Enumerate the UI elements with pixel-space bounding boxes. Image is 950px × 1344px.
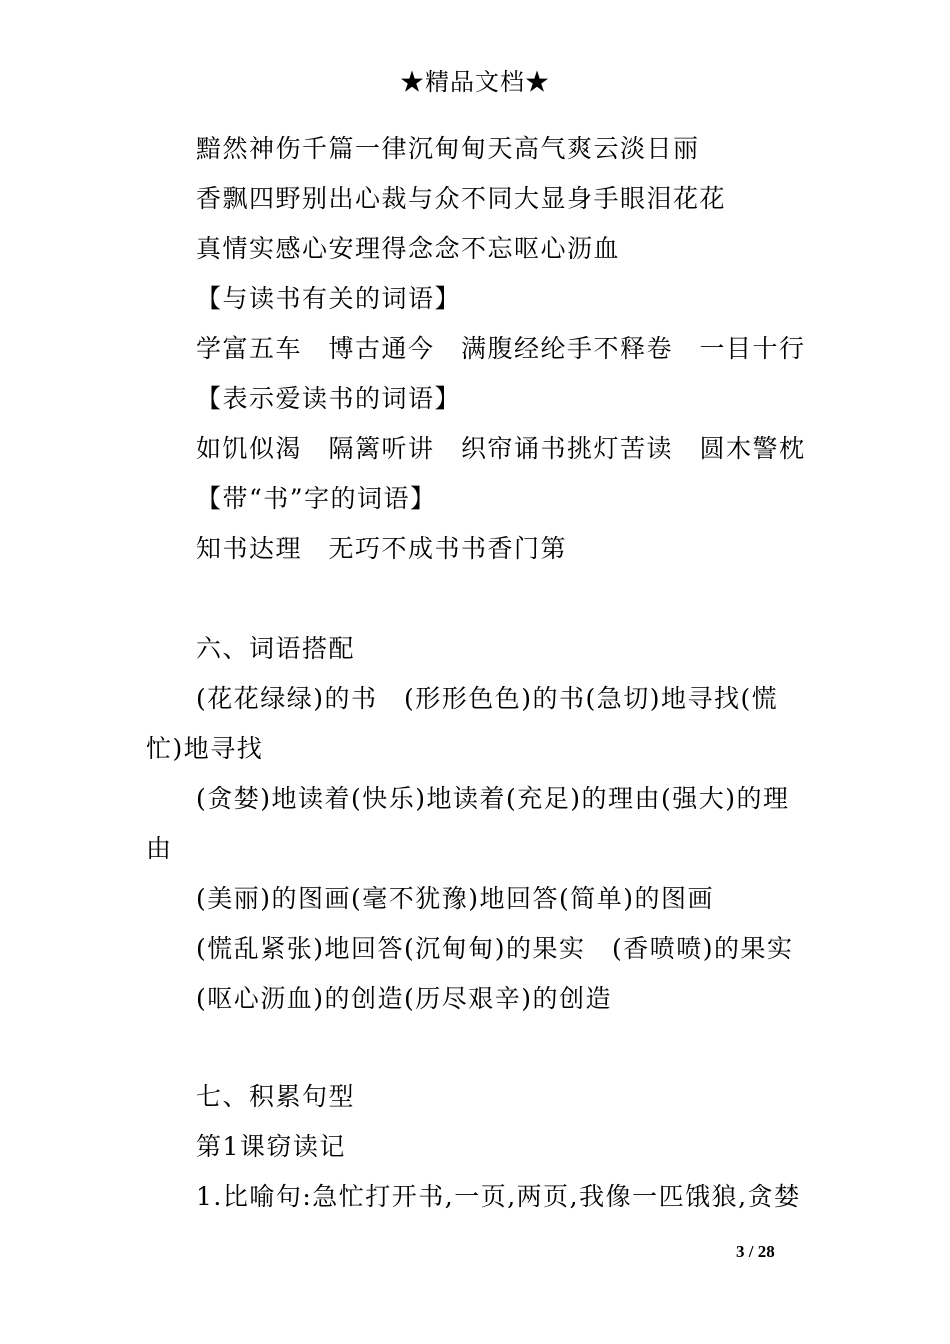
page-number (736, 1240, 775, 1264)
section-heading: 【与读书有关的词语】 (196, 284, 462, 313)
text-line: (花花绿绿)的书 (形形色色)的书(急切)地寻找(慌 (196, 684, 779, 713)
text-line: 真情实感心安理得念念不忘呕心沥血 (196, 234, 621, 263)
page-separator: / (744, 1242, 758, 1261)
text-line: 知书达理 无巧不成书书香门第 (196, 534, 568, 563)
text-line: 忙)地寻找 (146, 734, 264, 763)
text-line: (慌乱紧张)地回答(沉甸甸)的果实 (香喷喷)的果实 (196, 934, 794, 963)
text-line: (美丽)的图画(毫不犹豫)地回答(简单)的图画 (196, 884, 715, 913)
section-title: 七、积累句型 (196, 1082, 356, 1111)
text-line: (贪婪)地读着(快乐)地读着(充足)的理由(强大)的理 (196, 784, 790, 813)
current-page: 3 (736, 1242, 745, 1261)
text-line: 如饥似渴 隔篱听讲 织帘诵书挑灯苦读 圆木警枕 (196, 434, 806, 463)
subsection-title: 第1课窃读记 (196, 1132, 346, 1161)
text-line: (呕心沥血)的创造(历尽艰辛)的创造 (196, 984, 613, 1013)
section-heading: 【表示爱读书的词语】 (196, 384, 462, 413)
text-line: 1.比喻句:急忙打开书,一页,两页,我像一匹饿狼,贪婪 (196, 1182, 801, 1211)
section-title: 六、词语搭配 (196, 634, 356, 663)
section-heading: 【带“书”字的词语】 (196, 484, 437, 513)
total-pages: 28 (757, 1242, 775, 1261)
text-line: 香飘四野别出心裁与众不同大显身手眼泪花花 (196, 184, 727, 213)
text-line: 由 (146, 834, 173, 863)
text-line: 学富五车 博古通今 满腹经纶手不释卷 一目十行 (196, 334, 806, 363)
page-header: ★精品文档★ (400, 68, 550, 96)
text-line: 黯然神伤千篇一律沉甸甸天高气爽云淡日丽 (196, 134, 700, 163)
